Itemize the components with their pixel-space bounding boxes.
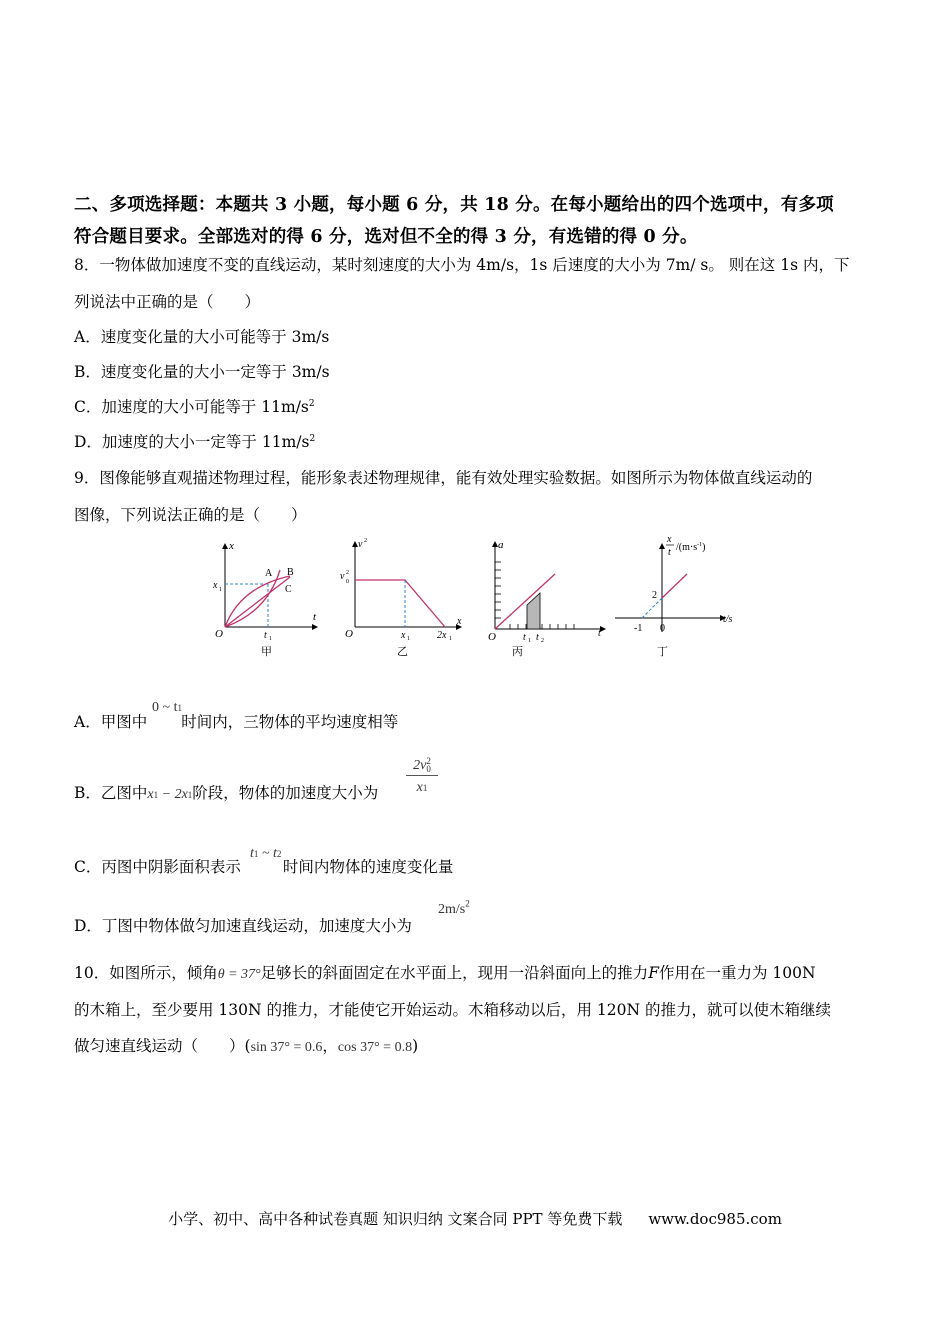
bing-t2-sub: 2 xyxy=(541,638,544,644)
section-header-line1: 二、多项选择题：本题共 3 小题，每小题 6 分，共 18 分。在每小题给出的四个选项中，有多项 xyxy=(74,195,834,215)
q9-d-math: 2m/s xyxy=(438,902,466,917)
q9-option-d: D．丁图中物体做匀加速直线运动，加速度大小为 xyxy=(74,917,412,935)
q9-b-num: 2v xyxy=(413,758,427,773)
q10-line2: 的木箱上，至少要用 130N 的推力，才能使它开始运动。木箱移动以后，用 120N 的推力，就可以使木箱继续 xyxy=(74,1001,832,1019)
q9-b-num-sub: 0 xyxy=(426,763,431,774)
q9-a-math-text: 0 ~ t xyxy=(152,700,178,715)
q10-line1 xyxy=(74,961,816,983)
jia-caption: 甲 xyxy=(261,646,272,658)
q9-a-post: 时间内，三物体的平均速度相等 xyxy=(181,713,399,731)
bing-x-axis: t xyxy=(598,628,601,639)
yi-x1-label: x xyxy=(401,630,406,641)
ding-y-unit-text: /(m·s xyxy=(676,542,698,553)
q9-option-b xyxy=(74,781,378,803)
q10-end: ) xyxy=(412,1037,419,1055)
q8-option-d-text: D．加速度的大小一定等于 11m/s xyxy=(74,433,310,451)
bing-t1-label: t xyxy=(523,632,526,643)
yi-2x1-label: 2x xyxy=(437,630,447,641)
q9-b-math: x xyxy=(147,787,154,802)
q9-c-math-sub2: 2 xyxy=(276,849,282,859)
yi-v0-sup: 2 xyxy=(346,570,349,576)
ding-y-den: t xyxy=(668,547,671,558)
yi-y-sup: 2 xyxy=(364,538,367,544)
q10-cos: cos 37° = 0.8 xyxy=(337,1040,413,1055)
yi-x1-sub: 1 xyxy=(407,636,410,642)
ding-x-axis: t/s xyxy=(723,614,733,625)
q10-line1-end: 作用在一重力为 100N xyxy=(658,964,816,982)
q9-b-math-sub: 1 xyxy=(153,790,159,800)
q10-line3-pre: 做匀速直线运动（ ）( xyxy=(74,1037,251,1055)
yi-v0-label: v xyxy=(340,571,345,582)
q10-sep: ， xyxy=(322,1037,338,1055)
ding-zero: 0 xyxy=(660,623,665,634)
q8-line2: 列说法中正确的是（ ） xyxy=(74,293,261,311)
jia-t1-label: t xyxy=(264,630,267,641)
ding-intercept: 2 xyxy=(652,590,657,601)
ding-y-unit-sup: -1 xyxy=(697,542,703,548)
footer-text: 小学、初中、高中各种试卷真题 知识归纳 文案合同 PPT 等免费下载 xyxy=(168,1210,623,1228)
jia-label-b: B xyxy=(287,567,294,578)
bing-origin: O xyxy=(488,631,496,643)
bing-y-label: a xyxy=(498,539,504,551)
q9-a-math-sub: 1 xyxy=(177,703,182,713)
jia-x1-label: x xyxy=(213,580,218,591)
q9-c-math: t xyxy=(250,846,254,861)
q9-b-pre: B．乙图中 xyxy=(74,784,148,802)
graph-yi xyxy=(340,538,462,658)
q10-force-f: F xyxy=(648,964,659,982)
q8-option-d xyxy=(74,430,315,452)
q8-option-a: A．速度变化量的大小可能等于 3m/s xyxy=(74,328,330,346)
q8-option-b: B．速度变化量的大小一定等于 3m/s xyxy=(74,363,330,381)
bing-t1-sub: 1 xyxy=(528,638,531,644)
q9-a-pre: A．甲图中 xyxy=(74,713,148,731)
q9-b-den: x xyxy=(416,780,423,795)
bing-caption: 丙 xyxy=(512,646,523,658)
yi-y-label: v xyxy=(358,539,363,550)
q9-c-math-mid: ~ t xyxy=(258,846,277,861)
graph-ding xyxy=(615,534,733,658)
q9-option-c xyxy=(74,855,453,877)
q10-line1-post: 足够长的斜面固定在水平面上，现用一沿斜面向上的推力 xyxy=(260,964,649,982)
q10-sin: sin 37° = 0.6 xyxy=(250,1040,323,1055)
jia-origin: O xyxy=(215,628,223,640)
q9-b-den-sub: 1 xyxy=(422,783,428,793)
q8-option-c xyxy=(74,395,315,417)
q10-line1-pre: 10．如图所示，倾角 xyxy=(74,964,218,982)
q9-b-math-sub2: 1 xyxy=(187,790,193,800)
jia-x-label: t xyxy=(313,611,317,623)
q9-line2: 图像，下列说法正确的是（ ） xyxy=(74,506,307,524)
q9-b-math-mid: − 2x xyxy=(158,787,188,802)
q8-option-c-sup: 2 xyxy=(308,398,315,409)
q9-c-pre: C．丙图中阴影面积表示 xyxy=(74,858,241,876)
q8-option-d-sup: 2 xyxy=(309,433,316,444)
jia-x1-sub: 1 xyxy=(219,587,222,593)
footer-url[interactable]: www.doc985.com xyxy=(648,1210,782,1228)
q9-c-math-sub: 1 xyxy=(253,849,259,859)
q9-option-a xyxy=(74,710,398,732)
ding-caption: 丁 xyxy=(657,646,668,658)
yi-2x1-sub: 1 xyxy=(449,636,452,642)
ding-y-num: x xyxy=(667,534,672,545)
q9-c-post: 时间内物体的速度变化量 xyxy=(282,858,454,876)
q8-line1: 8．一物体做加速度不变的直线运动，某时刻速度的大小为 4m/s，1s 后速度的大小为 7m/ s。 则在这 1s 内，下 xyxy=(74,256,850,274)
q8-option-c-text: C．加速度的大小可能等于 11m/s xyxy=(74,398,309,416)
q10-line3 xyxy=(74,1034,418,1056)
q9-b-num-sup: 2 xyxy=(426,755,431,766)
q9-b-fraction xyxy=(406,754,438,796)
yi-v0-sub: 0 xyxy=(346,579,349,585)
q9-line1: 9．图像能够直观描述物理过程，能形象表述物理规律，能有效处理实验数据。如图所示为物体做直线运动的 xyxy=(74,469,813,487)
bing-t2-label: t xyxy=(536,632,539,643)
q9-d-math-sup: 2 xyxy=(465,898,470,909)
footer xyxy=(0,1208,950,1229)
yi-caption: 乙 xyxy=(397,646,408,658)
ding-neg-one: -1 xyxy=(634,623,643,634)
yi-origin: O xyxy=(345,628,353,640)
q9-graphs xyxy=(205,532,765,662)
q9-b-mid: 阶段，物体的加速度大小为 xyxy=(192,784,379,802)
q10-theta: θ = 37° xyxy=(217,967,261,982)
graph-bing xyxy=(488,539,605,658)
section-header-line2: 符合题目要求。全部选对的得 6 分，选对但不全的得 3 分，有选错的得 0 分。 xyxy=(74,227,698,247)
yi-x-axis: x xyxy=(457,616,462,627)
jia-label-a: A xyxy=(265,568,273,579)
graph-jia xyxy=(212,540,317,658)
ding-y-unit xyxy=(676,542,705,553)
jia-label-c: C xyxy=(285,584,292,595)
ding-y-unit-close: ) xyxy=(702,542,706,553)
jia-t1-sub: 1 xyxy=(269,636,272,642)
jia-y-label: x xyxy=(229,540,234,552)
q9-option-d-math xyxy=(438,898,470,918)
